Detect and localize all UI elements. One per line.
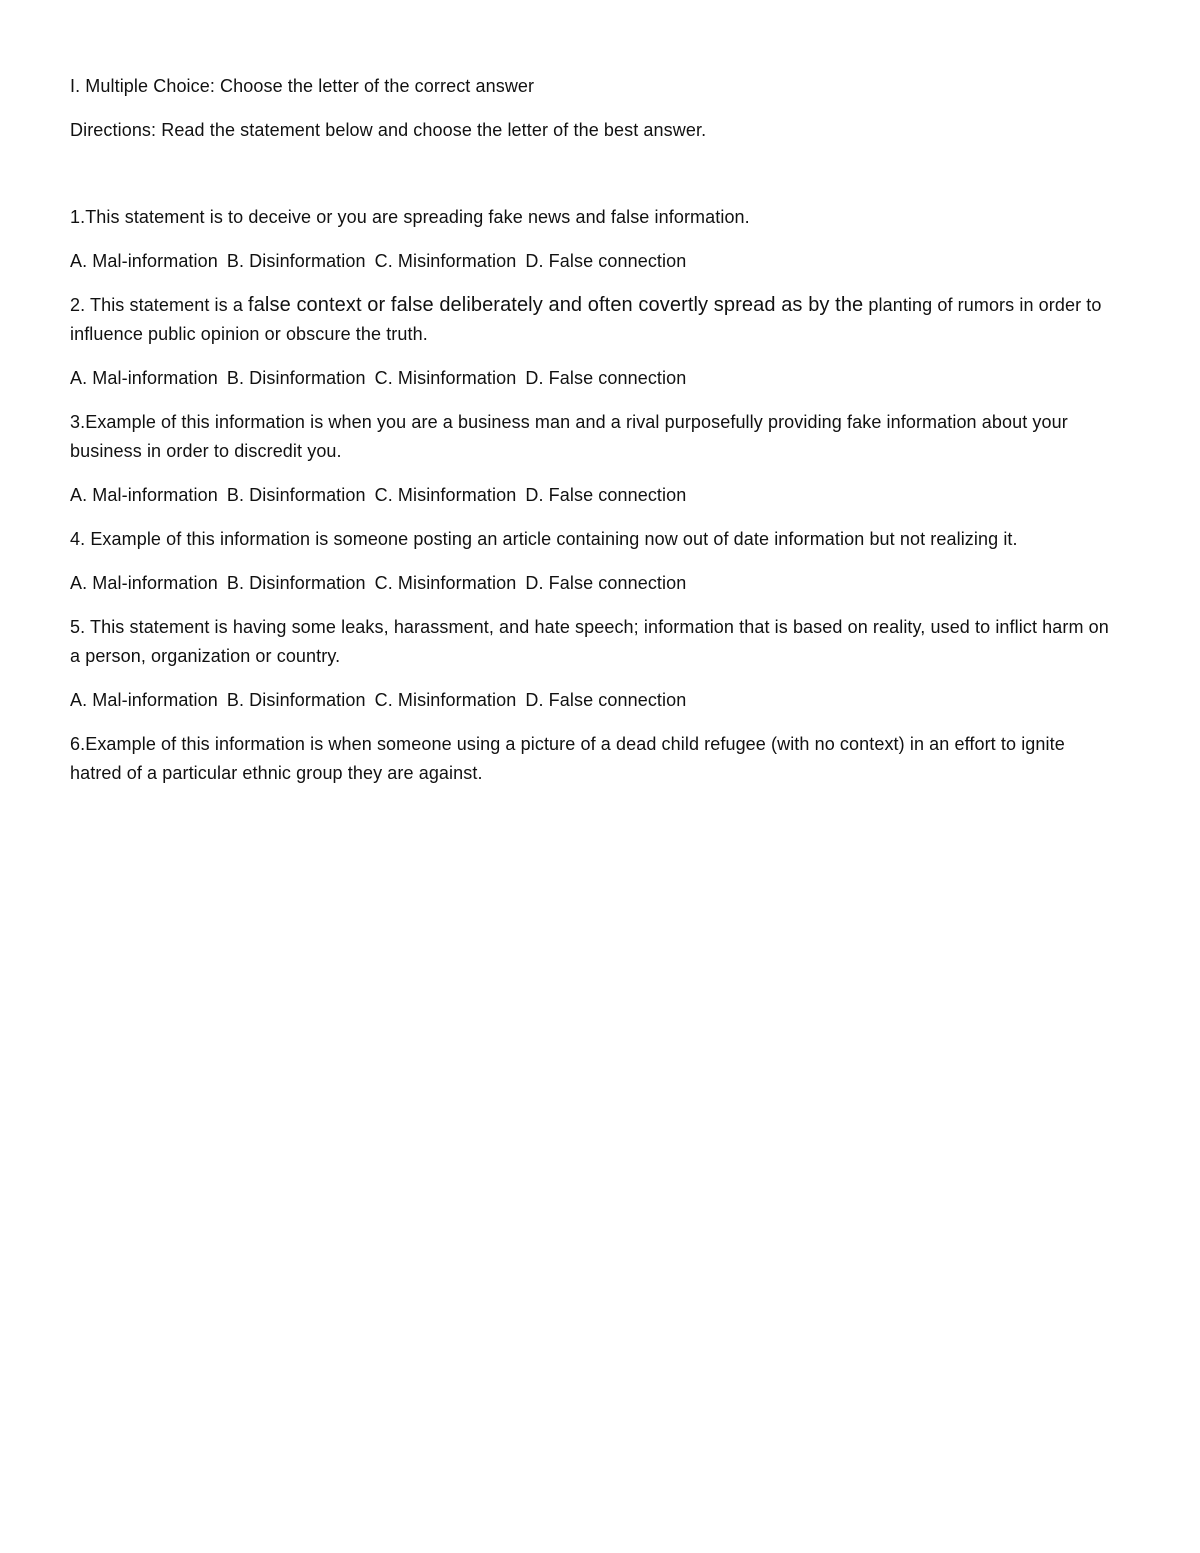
question-2	[70, 291, 1120, 349]
choice-b: B. Disinformation	[226, 573, 366, 593]
choice-a: A. Mal-information	[70, 573, 218, 593]
choices-4	[70, 569, 1120, 598]
choice-b: B. Disinformation	[226, 251, 366, 271]
question-5: 5. This statement is having some leaks, harassment, and hate speech; information that is based on reality, used to inflict harm on a person, organization or country.	[70, 617, 1109, 666]
choice-d: D. False connection	[525, 251, 687, 271]
choices-3	[70, 481, 1120, 510]
choice-d: D. False connection	[525, 573, 687, 593]
choice-b: B. Disinformation	[226, 690, 366, 710]
choice-a: A. Mal-information	[70, 690, 218, 710]
choices-1	[70, 247, 1120, 276]
question-6: 6.Example of this information is when someone using a picture of a dead child refugee (with no context) in an effort to ignite hatred of a particular ethnic group they are against.	[70, 734, 1065, 783]
choice-d: D. False connection	[525, 368, 687, 388]
question-2-emphasis: false context or false deliberately and often covertly spread as by the	[248, 294, 864, 316]
question-3: 3.Example of this information is when you are a business man and a rival purposefully providing fake information about your business in order to discredit you.	[70, 412, 1068, 461]
question-2-start: 2. This statement is a	[70, 295, 249, 315]
choice-a: A. Mal-information	[70, 368, 218, 388]
choice-c: C. Misinformation	[374, 573, 517, 593]
question-2-end: planting of rumors in order to influence public opinion or obscure the truth.	[70, 295, 1102, 344]
choice-b: B. Disinformation	[226, 368, 366, 388]
question-1: 1.This statement is to deceive or you are spreading fake news and false information.	[70, 207, 750, 227]
choice-a: A. Mal-information	[70, 485, 218, 505]
choice-c: C. Misinformation	[374, 251, 517, 271]
document-content	[70, 72, 1120, 803]
choices-5	[70, 686, 1120, 715]
directions-text: Directions: Read the statement below and choose the letter of the best answer.	[70, 120, 707, 140]
question-4: 4. Example of this information is someone posting an article containing now out of date information but not realizing it.	[70, 529, 1018, 549]
choice-d: D. False connection	[525, 690, 687, 710]
choice-a: A. Mal-information	[70, 251, 218, 271]
section-title: I. Multiple Choice: Choose the letter of the correct answer	[70, 76, 535, 96]
choice-c: C. Misinformation	[374, 690, 517, 710]
choice-c: C. Misinformation	[374, 368, 517, 388]
choice-b: B. Disinformation	[226, 485, 366, 505]
choices-2	[70, 364, 1120, 393]
choice-c: C. Misinformation	[374, 485, 517, 505]
choice-d: D. False connection	[525, 485, 687, 505]
